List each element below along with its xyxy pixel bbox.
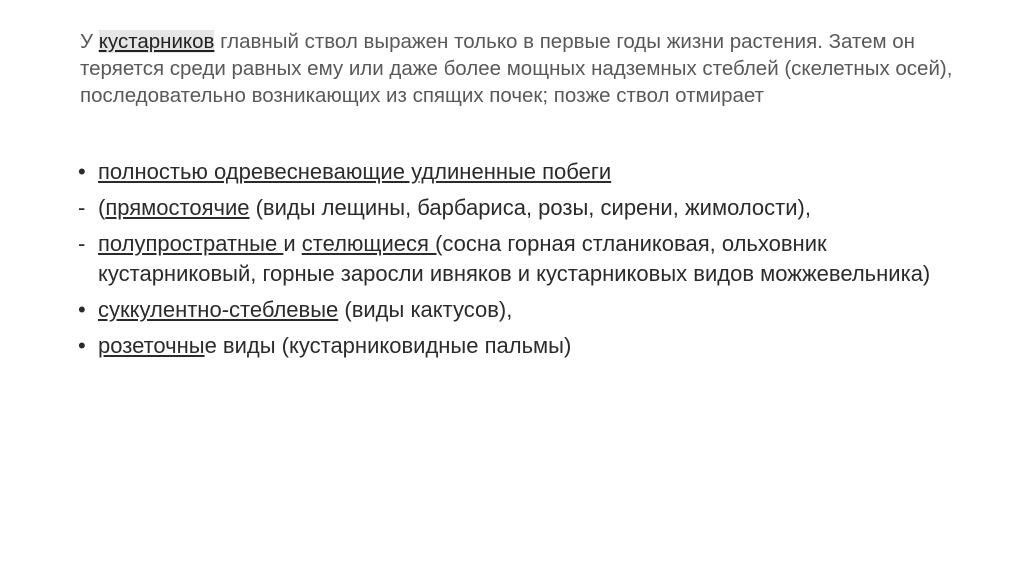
item-underlined-text: полностью одревесневающие удлиненные побеги xyxy=(98,159,612,184)
item-underlined-text: розеточны xyxy=(98,333,205,358)
item-text: ( xyxy=(98,195,106,220)
item-underlined-text: стелющиеся ( xyxy=(301,231,443,256)
item-text: (виды лещины, барбариса, розы, сирени, жимолости), xyxy=(249,195,811,220)
dash-marker: - xyxy=(78,231,86,256)
item-underlined-text: прямостоячие xyxy=(105,195,250,220)
list-item xyxy=(78,295,938,325)
list-item xyxy=(78,157,938,187)
item-text: и xyxy=(283,231,302,256)
intro-text: главный ствол выражен только в первые годы жизни растения. Затем он теряется среди равных ему или даже более мощных надземных стеблей (скелетных осей), последовательно возникающих из спящих почек; позже ствол отмирает xyxy=(80,30,953,107)
item-underlined-text: полупростратные xyxy=(98,231,284,256)
intro-prefix: У xyxy=(80,30,99,53)
list-item xyxy=(78,331,938,361)
intro-highlight-word: кустарников xyxy=(98,30,215,53)
item-text: е виды (кустарниковидные пальмы) xyxy=(204,333,572,358)
intro-paragraph xyxy=(80,28,970,109)
bullet-marker: • xyxy=(78,297,86,322)
list-item xyxy=(78,229,938,289)
shrub-types-list xyxy=(78,157,938,367)
dash-marker: - xyxy=(78,195,86,220)
item-underlined-text: суккулентно-стеблевые xyxy=(98,297,339,322)
bullet-marker: • xyxy=(78,333,86,358)
item-text: сосна горная стланиковая, ольховник кустарниковый, горные заросли ивняков и кустарниковых видов можжевельника) xyxy=(98,231,931,286)
list-item xyxy=(78,193,938,223)
item-text: (виды кактусов), xyxy=(338,297,513,322)
bullet-marker: • xyxy=(78,159,86,184)
